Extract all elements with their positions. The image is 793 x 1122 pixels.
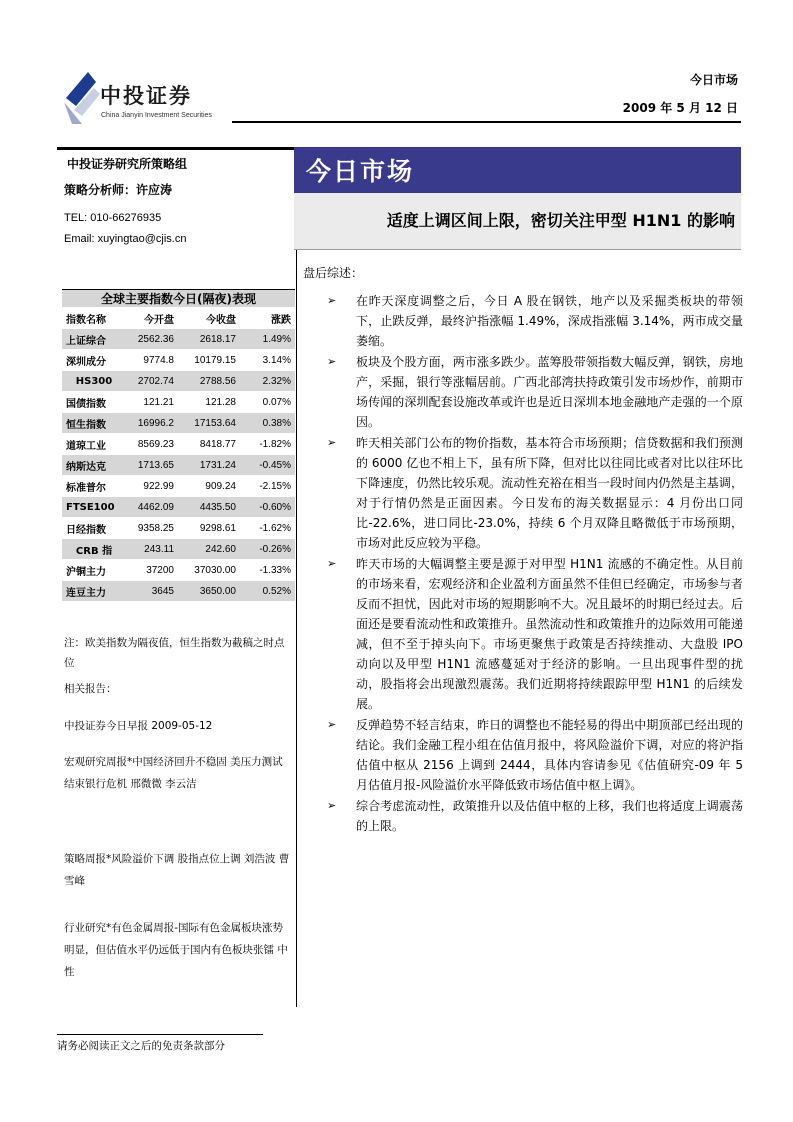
- index-change: -0.60%: [259, 501, 291, 513]
- index-table: [62, 289, 295, 601]
- index-open: 1713.65: [137, 459, 174, 471]
- index-open: 2562.36: [137, 333, 174, 345]
- bullet-text: 在昨天深度调整之后，今日 A 股在钢铁，地产以及采掘类板块的带领下，止跌反弹，最终沪指涨幅 1.49%，深成指涨幅 3.14%，两市成交量萎缩。: [356, 294, 743, 348]
- index-name: 日经指数: [66, 524, 106, 536]
- bullet-list: [303, 291, 743, 837]
- table-row: [62, 328, 295, 349]
- index-change: 2.32%: [262, 375, 291, 387]
- index-close: 10179.15: [194, 354, 236, 366]
- index-name: 沪铜主力: [66, 566, 106, 578]
- footer-divider: [57, 1034, 263, 1035]
- index-open: 37200: [146, 564, 174, 576]
- index-change: -1.62%: [259, 522, 291, 534]
- index-name: 国债指数: [66, 398, 106, 410]
- index-change: -1.82%: [259, 438, 291, 450]
- table-row: [62, 538, 295, 559]
- index-change: 3.14%: [262, 354, 291, 366]
- index-open: 922.99: [143, 480, 174, 492]
- related-report-link[interactable]: 中投证券今日早报 2009-05-12: [64, 720, 213, 732]
- related-reports-label: 相关报告：: [64, 683, 117, 695]
- report-type: 今日市场: [689, 73, 738, 87]
- arrow-bullet-icon: ➢: [327, 355, 337, 368]
- list-item: [303, 554, 743, 714]
- report-date: 2009 年 5 月 12 日: [622, 101, 738, 115]
- header-cell: 今开盘: [144, 314, 174, 326]
- bullet-text: 昨天市场的大幅调整主要是源于对甲型 H1N1 流感的不确定性。从目前的市场来看，宏观经济和企业盈利方面虽然不佳但已经确定，市场参与者反而不担忧，因此对市场的短期影响不大。况且最坏的时期已经过去。后面还是要看流动性和政策推升。虽然流动性和政策推升的边际效用可能递减，但不至于掉头向下。市场更聚焦于政策是否持续推动、大盘股 IPO 动向以及甲型 H1N1 流感蔓延对于经济的影响。一旦出现事件型的扰动，股指将会出现激烈震荡。我们近期将持续跟踪甲型 H1N1 的后续发展。: [356, 557, 743, 711]
- index-name: 深圳成分: [66, 356, 106, 368]
- arrow-bullet-icon: ➢: [327, 557, 337, 570]
- index-open: 9774.8: [143, 354, 174, 366]
- index-close: 1731.24: [199, 459, 236, 471]
- index-close: 909.24: [205, 480, 236, 492]
- arrow-bullet-icon: ➢: [327, 799, 337, 812]
- arrow-bullet-icon: ➢: [327, 294, 337, 307]
- index-close: 242.60: [205, 543, 236, 555]
- list-item: [303, 433, 743, 553]
- index-close: 2618.17: [199, 333, 236, 345]
- table-row: [62, 433, 295, 454]
- table-row: [62, 412, 295, 433]
- index-close: 9298.61: [199, 522, 236, 534]
- table-row: [62, 391, 295, 412]
- index-close: 121.28: [205, 396, 236, 408]
- index-close: 2788.56: [199, 375, 236, 387]
- table-row: [62, 559, 295, 580]
- section-label: 盘后综述：: [303, 266, 364, 280]
- index-close: 37030.00: [194, 564, 236, 576]
- arrow-bullet-icon: ➢: [327, 718, 337, 731]
- header-divider: [232, 121, 741, 123]
- index-open: 2702.74: [137, 375, 174, 387]
- index-close: 4435.50: [199, 501, 236, 513]
- index-name: 恒生指数: [66, 419, 106, 431]
- banner-title: 今日市场: [306, 157, 415, 186]
- index-change: 1.49%: [262, 333, 291, 345]
- index-table-header: [62, 307, 295, 328]
- phone-number: TEL: 010-66276935: [64, 212, 162, 224]
- related-report-link[interactable]: 宏观研究周报*中国经济回升不稳固 美压力测试结束银行危机 邢微微 李云洁: [64, 756, 283, 790]
- index-open: 9358.25: [137, 522, 174, 534]
- header-cell: 涨跌: [271, 314, 291, 326]
- index-name: 纳斯达克: [66, 461, 106, 473]
- list-item: [303, 715, 743, 795]
- index-close: 3650.00: [199, 585, 236, 597]
- index-open: 16996.2: [137, 417, 174, 429]
- index-open: 8569.23: [137, 438, 174, 450]
- bullet-text: 反弹趋势不轻言结束，昨日的调整也不能轻易的得出中期顶部已经出现的结论。我们金融工程小组在估值月报中，将风险溢价下调，对应的将沪指估值中枢从 2156 上调到 2444，具体内容请参见《估值研究-09 年 5 月估值月报-风险溢价水平降低致市场估值中枢上调》。: [356, 718, 743, 792]
- index-open: 243.11: [144, 543, 174, 555]
- analyst-name: 策略分析师：许应涛: [64, 183, 173, 197]
- list-item: [303, 291, 743, 351]
- email-address[interactable]: Email: xuyingtao@cjis.cn: [64, 233, 187, 245]
- index-name: 道琼工业: [66, 440, 106, 452]
- headline: 适度上调区间上限，密切关注甲型 H1N1 的影响: [386, 211, 735, 230]
- bullet-text: 板块及个股方面，两市涨多跌少。蓝筹股带领指数大幅反弹，钢铁，房地产，采掘，银行等涨幅居前。广西北部湾扶持政策引发市场炒作，前期市场传闻的深圳配套设施改革或许也是近日深圳本地金融地产走强的一个原因。: [356, 355, 743, 429]
- index-change: -0.45%: [259, 459, 291, 471]
- index-change: 0.52%: [262, 585, 291, 597]
- list-item: [303, 352, 743, 432]
- index-open: 4462.09: [137, 501, 174, 513]
- header-cell: 指数名称: [66, 314, 106, 326]
- bullet-text: 综合考虑流动性，政策推升以及估值中枢的上移，我们也将适度上调震荡的上限。: [356, 799, 743, 833]
- list-item: [303, 796, 743, 836]
- research-group: 中投证券研究所策略组: [67, 157, 188, 171]
- index-change: -2.15%: [259, 480, 291, 492]
- index-open: 121.21: [143, 396, 174, 408]
- sidebar: [57, 147, 297, 1007]
- index-change: 0.38%: [262, 417, 291, 429]
- index-close: 17153.64: [194, 417, 236, 429]
- related-report-link[interactable]: 策略周报*风险溢价下调 股指点位上调 刘浩波 曹雪峰: [64, 853, 290, 887]
- index-name: CRB 指: [75, 545, 113, 557]
- index-change: -0.26%: [259, 543, 291, 555]
- index-table-body: [62, 328, 295, 601]
- arrow-bullet-icon: ➢: [327, 436, 337, 449]
- table-row: [62, 349, 295, 370]
- index-note: 注：欧美指数为隔夜值，恒生指数为截稿之时点位: [64, 637, 285, 669]
- index-change: 0.07%: [262, 396, 291, 408]
- index-table-title: 全球主要指数今日(隔夜)表现: [62, 289, 295, 307]
- company-name-en: China Jianyin Investment Securities: [101, 112, 212, 119]
- index-name: FTSE100: [66, 501, 115, 513]
- index-name: 上证综合: [66, 335, 106, 347]
- index-name: 连豆主力: [66, 587, 106, 599]
- table-row: [62, 517, 295, 538]
- disclaimer-notice: 请务必阅读正文之后的免责条款部分: [57, 1040, 225, 1052]
- company-name: 中投证券: [100, 83, 192, 108]
- index-open: 3645: [151, 585, 174, 597]
- header-cell: 今收盘: [206, 314, 236, 326]
- bullet-text: 昨天相关部门公布的物价指数，基本符合市场预期；信贷数据和我们预测的 6000 亿也不相上下，虽有所下降，但对比以往同比或者对比以往环比下降速度，仍然比较乐观。流动性充裕在相当一段时间内仍然是主基调，对于行情仍然是正面因素。今日发布的海关数据显示：4 月份出口同比-22.6%，进口同比-23.0%，持续 6 个月双降且略微低于市场预期，市场对此反应较为平稳。: [356, 436, 743, 550]
- related-report-link[interactable]: 行业研究*有色金属周报-国际有色金属板块涨势明显，但估值水平仍远低于国内有色板块张镭 中性: [64, 922, 288, 978]
- table-row: [62, 496, 295, 517]
- table-row: [62, 580, 295, 601]
- index-name: HS300: [75, 375, 113, 387]
- table-row: [62, 475, 295, 496]
- sidebar-top-rule: [57, 147, 294, 150]
- index-name: 标准普尔: [66, 482, 106, 494]
- index-change: -1.33%: [259, 564, 291, 576]
- table-row: [62, 370, 295, 391]
- index-close: 8418.77: [199, 438, 236, 450]
- table-row: [62, 454, 295, 475]
